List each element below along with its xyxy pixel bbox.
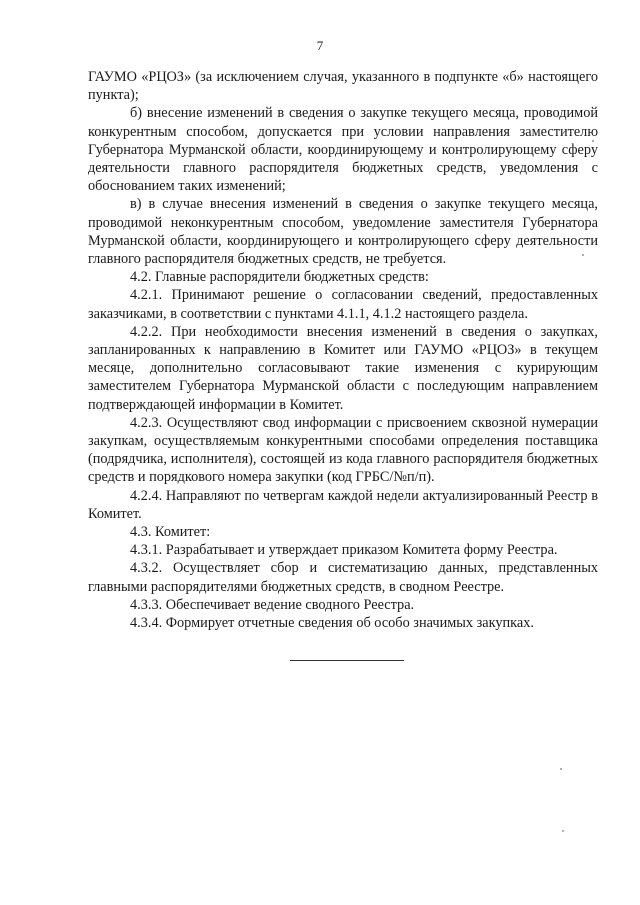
paragraph-4-2-1: 4.2.1. Принимают решение о согласовании сведений, предоставленных заказчиками, в соответствии с пунктами 4.1.1, 4.1.2 настоящего раздела. [88, 287, 598, 322]
document-body [88, 68, 598, 632]
paragraph-4-2-3: 4.2.3. Осуществляют свод информации с присвоением сквозной нумерации закупкам, осуществляемым конкурентными способами определения поставщика (подрядчика, исполнителя), состоящей из кода главного распорядителя бюджетных средств и порядкового номера закупки (код ГРБС/№п/п). [88, 414, 598, 486]
paragraph-4-3-4: 4.3.4. Формирует отчетные сведения об особо значимых закупках. [130, 615, 534, 632]
scan-speck [560, 768, 562, 770]
scan-speck [562, 830, 564, 832]
end-divider-line [290, 660, 404, 661]
paragraph-b: б) внесение изменений в сведения о закупке текущего месяца, проводимой конкурентным способом, допускается при условии направления заместителю Губернатора Мурманской области, координирующему и контролирующему сферу деятельности главного распорядителя бюджетных средств, уведомления с обоснованием таких изменений; [88, 105, 598, 195]
paragraph-4-2-2: 4.2.2. При необходимости внесения изменений в сведения о закупках, запланированных к направлению в Комитет или ГАУМО «РЦОЗ» в текущем месяце, дополнительно согласовывают такие изменения с курирующим заместителем Губернатора Мурманской области с последующим направлением подтверждающей информации в Комитет. [88, 323, 598, 413]
paragraph-v: в) в случае внесения изменений в сведения о закупке текущего месяца, проводимой неконкурентным способом, уведомление заместителя Губернатора Мурманской области, координирующего и контролирующего сферу деятельности главного распорядителя бюджетных средств, не требуется. [88, 196, 598, 268]
paragraph-continuation: ГАУМО «РЦОЗ» (за исключением случая, указанного в подпункте «б» настоящего пункта); [88, 69, 598, 104]
section-heading-4-3: 4.3. Комитет: [130, 524, 211, 541]
paragraph-4-3-1: 4.3.1. Разрабатывает и утверждает приказом Комитета форму Реестра. [130, 542, 558, 559]
section-heading-4-2: 4.2. Главные распорядители бюджетных средств: [130, 269, 429, 286]
paragraph-4-3-3: 4.3.3. Обеспечивает ведение сводного Реестра. [130, 596, 415, 613]
scan-speck [582, 254, 584, 256]
paragraph-4-2-4: 4.2.4. Направляют по четвергам каждой недели актуализированный Реестр в Комитет. [88, 487, 598, 522]
scan-speck [592, 140, 594, 142]
paragraph-4-3-2: 4.3.2. Осуществляет сбор и систематизацию данных, представленных главными распорядителями бюджетных средств, в сводном Реестре. [88, 560, 598, 595]
page-number: 7 [316, 38, 324, 53]
